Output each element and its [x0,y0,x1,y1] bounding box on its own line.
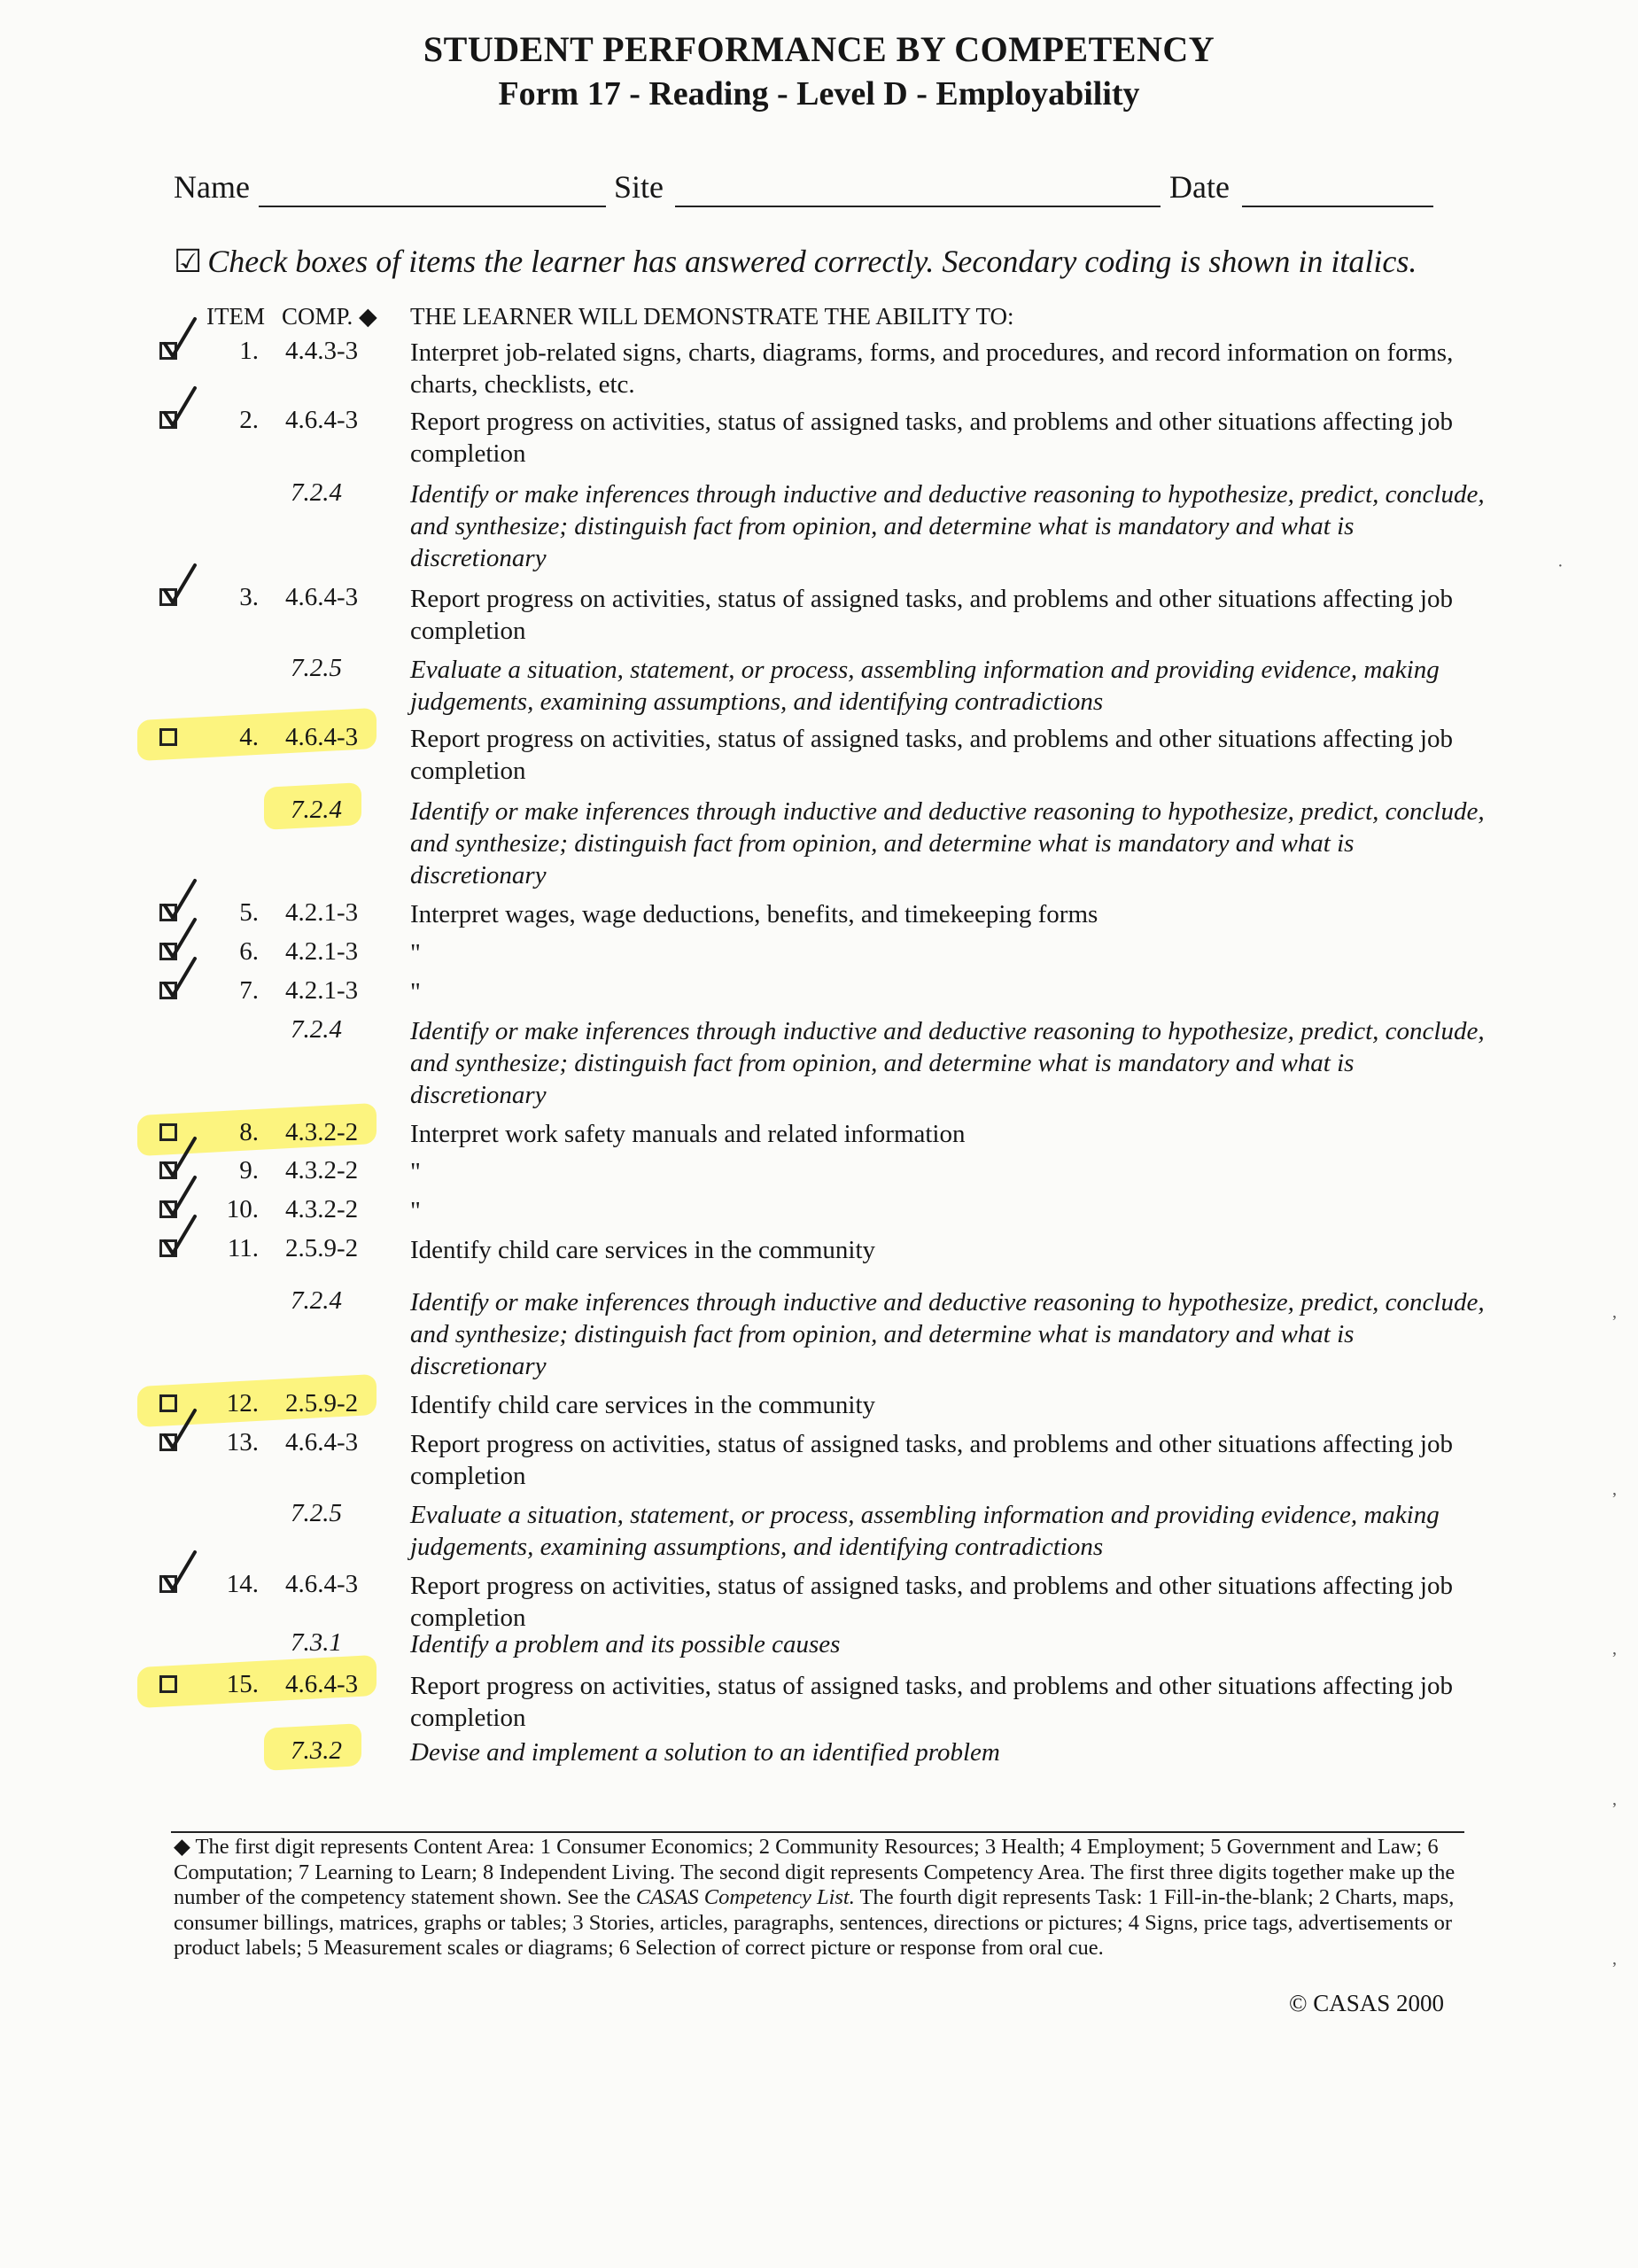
competency-code: 4.6.4-3 [285,1670,359,1698]
competency-code: 4.2.1-3 [285,937,359,966]
column-header-comp: COMP. ◆ [282,303,377,330]
scan-artifact: · [1557,556,1564,576]
item-number: 12. [226,1389,259,1418]
column-header-item: ITEM [206,303,265,330]
secondary-competency-code: 7.2.4 [291,796,342,824]
footnote-text: ◆ The first digit represents Content Area: 1 Consumer Economics; 2 Community Resources; 3 Health; 4 Employment; 5 Government and Law; 6 Computation; 7 Learning to Learn; 8 Independent Living. The second digit represents Competency Area. The first three digits together make up the number of the competency statement shown. See the [174,1835,1456,1909]
item-number: 14. [226,1570,259,1598]
secondary-competency-code: 7.2.5 [291,1499,342,1527]
item-number: 2. [239,406,259,434]
column-header-description: THE LEARNER WILL DEMONSTRATE THE ABILITY TO: [410,303,1014,330]
item-number: 9. [239,1156,259,1184]
competency-code: 4.3.2-2 [285,1118,359,1146]
competency-code: 4.6.4-3 [285,1570,359,1598]
date-label: Date [1169,169,1230,205]
scan-artifact: , [1612,1480,1617,1499]
footnote-reference: CASAS Competency List. [635,1885,855,1909]
competency-description: Identify or make inferences through inductive and deductive reasoning to hypothesize, predict, conclude, and synthesize; distinguish fact from opinion, and determine what is mandatory and what is discretionary [410,480,1485,572]
name-label: Name [174,169,250,205]
scan-artifact: , [1612,1639,1617,1658]
item-number: 13. [226,1428,259,1456]
item-number: 5. [239,898,259,927]
secondary-competency-code: 7.2.4 [291,1015,342,1044]
instructions [174,243,1417,280]
competency-description: Evaluate a situation, statement, or process, assembling information and providing evidence, making judgements, examining assumptions, and identifying contradictions [410,1501,1440,1561]
competency-code: 4.3.2-2 [285,1195,359,1223]
competency-description: Report progress on activities, status of assigned tasks, and problems and other situations affecting job completion [410,585,1453,645]
site-field[interactable] [675,206,1161,207]
item-number: 6. [239,937,259,966]
item-number: 4. [239,723,259,751]
site-label: Site [614,169,664,205]
competency-description: " [410,1158,421,1186]
competency-code: 4.3.2-2 [285,1156,359,1184]
competency-code: 4.6.4-3 [285,1428,359,1456]
competency-description: " [410,939,421,967]
competency-code: 4.4.3-3 [285,337,359,365]
secondary-competency-code: 7.3.1 [291,1628,342,1657]
competency-code: 2.5.9-2 [285,1389,359,1418]
competency-description: Report progress on activities, status of assigned tasks, and problems and other situations affecting job completion [410,1430,1453,1490]
competency-description: Report progress on activities, status of assigned tasks, and problems and other situations affecting job completion [410,1672,1453,1732]
copyright: © CASAS 2000 [1289,1990,1445,2016]
scan-artifact: , [1612,1302,1617,1322]
item-number: 3. [239,583,259,611]
footnote [174,1835,1476,1961]
competency-code: 4.2.1-3 [285,898,359,927]
item-number: 8. [239,1118,259,1146]
competency-description: Interpret work safety manuals and related information [410,1120,966,1148]
competency-description: " [410,978,421,1006]
item-number: 11. [227,1234,259,1262]
competency-code: 2.5.9-2 [285,1234,359,1262]
competency-description: Identify or make inferences through inductive and deductive reasoning to hypothesize, predict, conclude, and synthesize; distinguish fact from opinion, and determine what is mandatory and what is discretionary [410,1288,1485,1380]
competency-description: Report progress on activities, status of assigned tasks, and problems and other situations affecting job completion [410,1572,1453,1632]
competency-description: Devise and implement a solution to an identified problem [410,1738,1000,1767]
competency-code: 4.6.4-3 [285,723,359,751]
footnote-text-tail: The fourth digit represents Task: 1 Fill-in-the-blank; 2 Charts, maps, consumer billings, matrices, graphs or tables; 3 Stories, articles, paragraphs, sentences, directions or pictures; 4 Signs, price tags, advertisements or product labels; 5 Measurement scales or diagrams; 6 Selection of correct picture or response from oral cue. [174,1885,1455,1960]
competency-description: Interpret wages, wage deductions, benefits, and timekeeping forms [410,900,1098,928]
name-field[interactable] [259,206,606,207]
secondary-competency-code: 7.3.2 [291,1736,342,1765]
item-number: 15. [226,1670,259,1698]
competency-description: Interpret job-related signs, charts, diagrams, forms, and procedures, and record information on forms, charts, checklists, etc. [410,338,1454,399]
competency-code: 4.6.4-3 [285,583,359,611]
competency-description: Identify or make inferences through inductive and deductive reasoning to hypothesize, predict, conclude, and synthesize; distinguish fact from opinion, and determine what is mandatory and what is discretionary [410,797,1485,889]
secondary-competency-code: 7.2.5 [291,654,342,682]
scan-artifact: , [1612,1790,1617,1809]
item-number: 7. [239,976,259,1005]
page-subtitle: Form 17 - Reading - Level D - Employability [498,75,1140,113]
competency-code: 4.6.4-3 [285,406,359,434]
competency-code: 4.2.1-3 [285,976,359,1005]
checkbox-checked-icon: ☑ [174,244,203,279]
secondary-competency-code: 7.2.4 [291,478,342,507]
secondary-competency-code: 7.2.4 [291,1286,342,1315]
student-info-fields [174,168,1449,213]
instructions-text: Check boxes of items the learner has answered correctly. Secondary coding is shown in italics. [207,244,1417,279]
competency-description: Identify child care services in the community [410,1391,876,1419]
competency-description: Evaluate a situation, statement, or process, assembling information and providing evidence, making judgements, examining assumptions, and identifying contradictions [410,656,1440,716]
footnote-divider [171,1831,1464,1833]
competency-description: " [410,1197,421,1225]
item-number: 10. [226,1195,259,1223]
competency-description: Report progress on activities, status of assigned tasks, and problems and other situations affecting job completion [410,408,1453,468]
date-field[interactable] [1242,206,1433,207]
competency-description: Identify child care services in the community [410,1236,876,1264]
scan-artifact: , [1612,1949,1617,1969]
page-title: STUDENT PERFORMANCE BY COMPETENCY [423,29,1215,69]
competency-description: Identify or make inferences through inductive and deductive reasoning to hypothesize, predict, conclude, and synthesize; distinguish fact from opinion, and determine what is mandatory and what is discretionary [410,1017,1485,1109]
item-number: 1. [239,337,259,365]
competency-description: Identify a problem and its possible causes [410,1630,841,1658]
competency-description: Report progress on activities, status of assigned tasks, and problems and other situations affecting job completion [410,725,1453,785]
